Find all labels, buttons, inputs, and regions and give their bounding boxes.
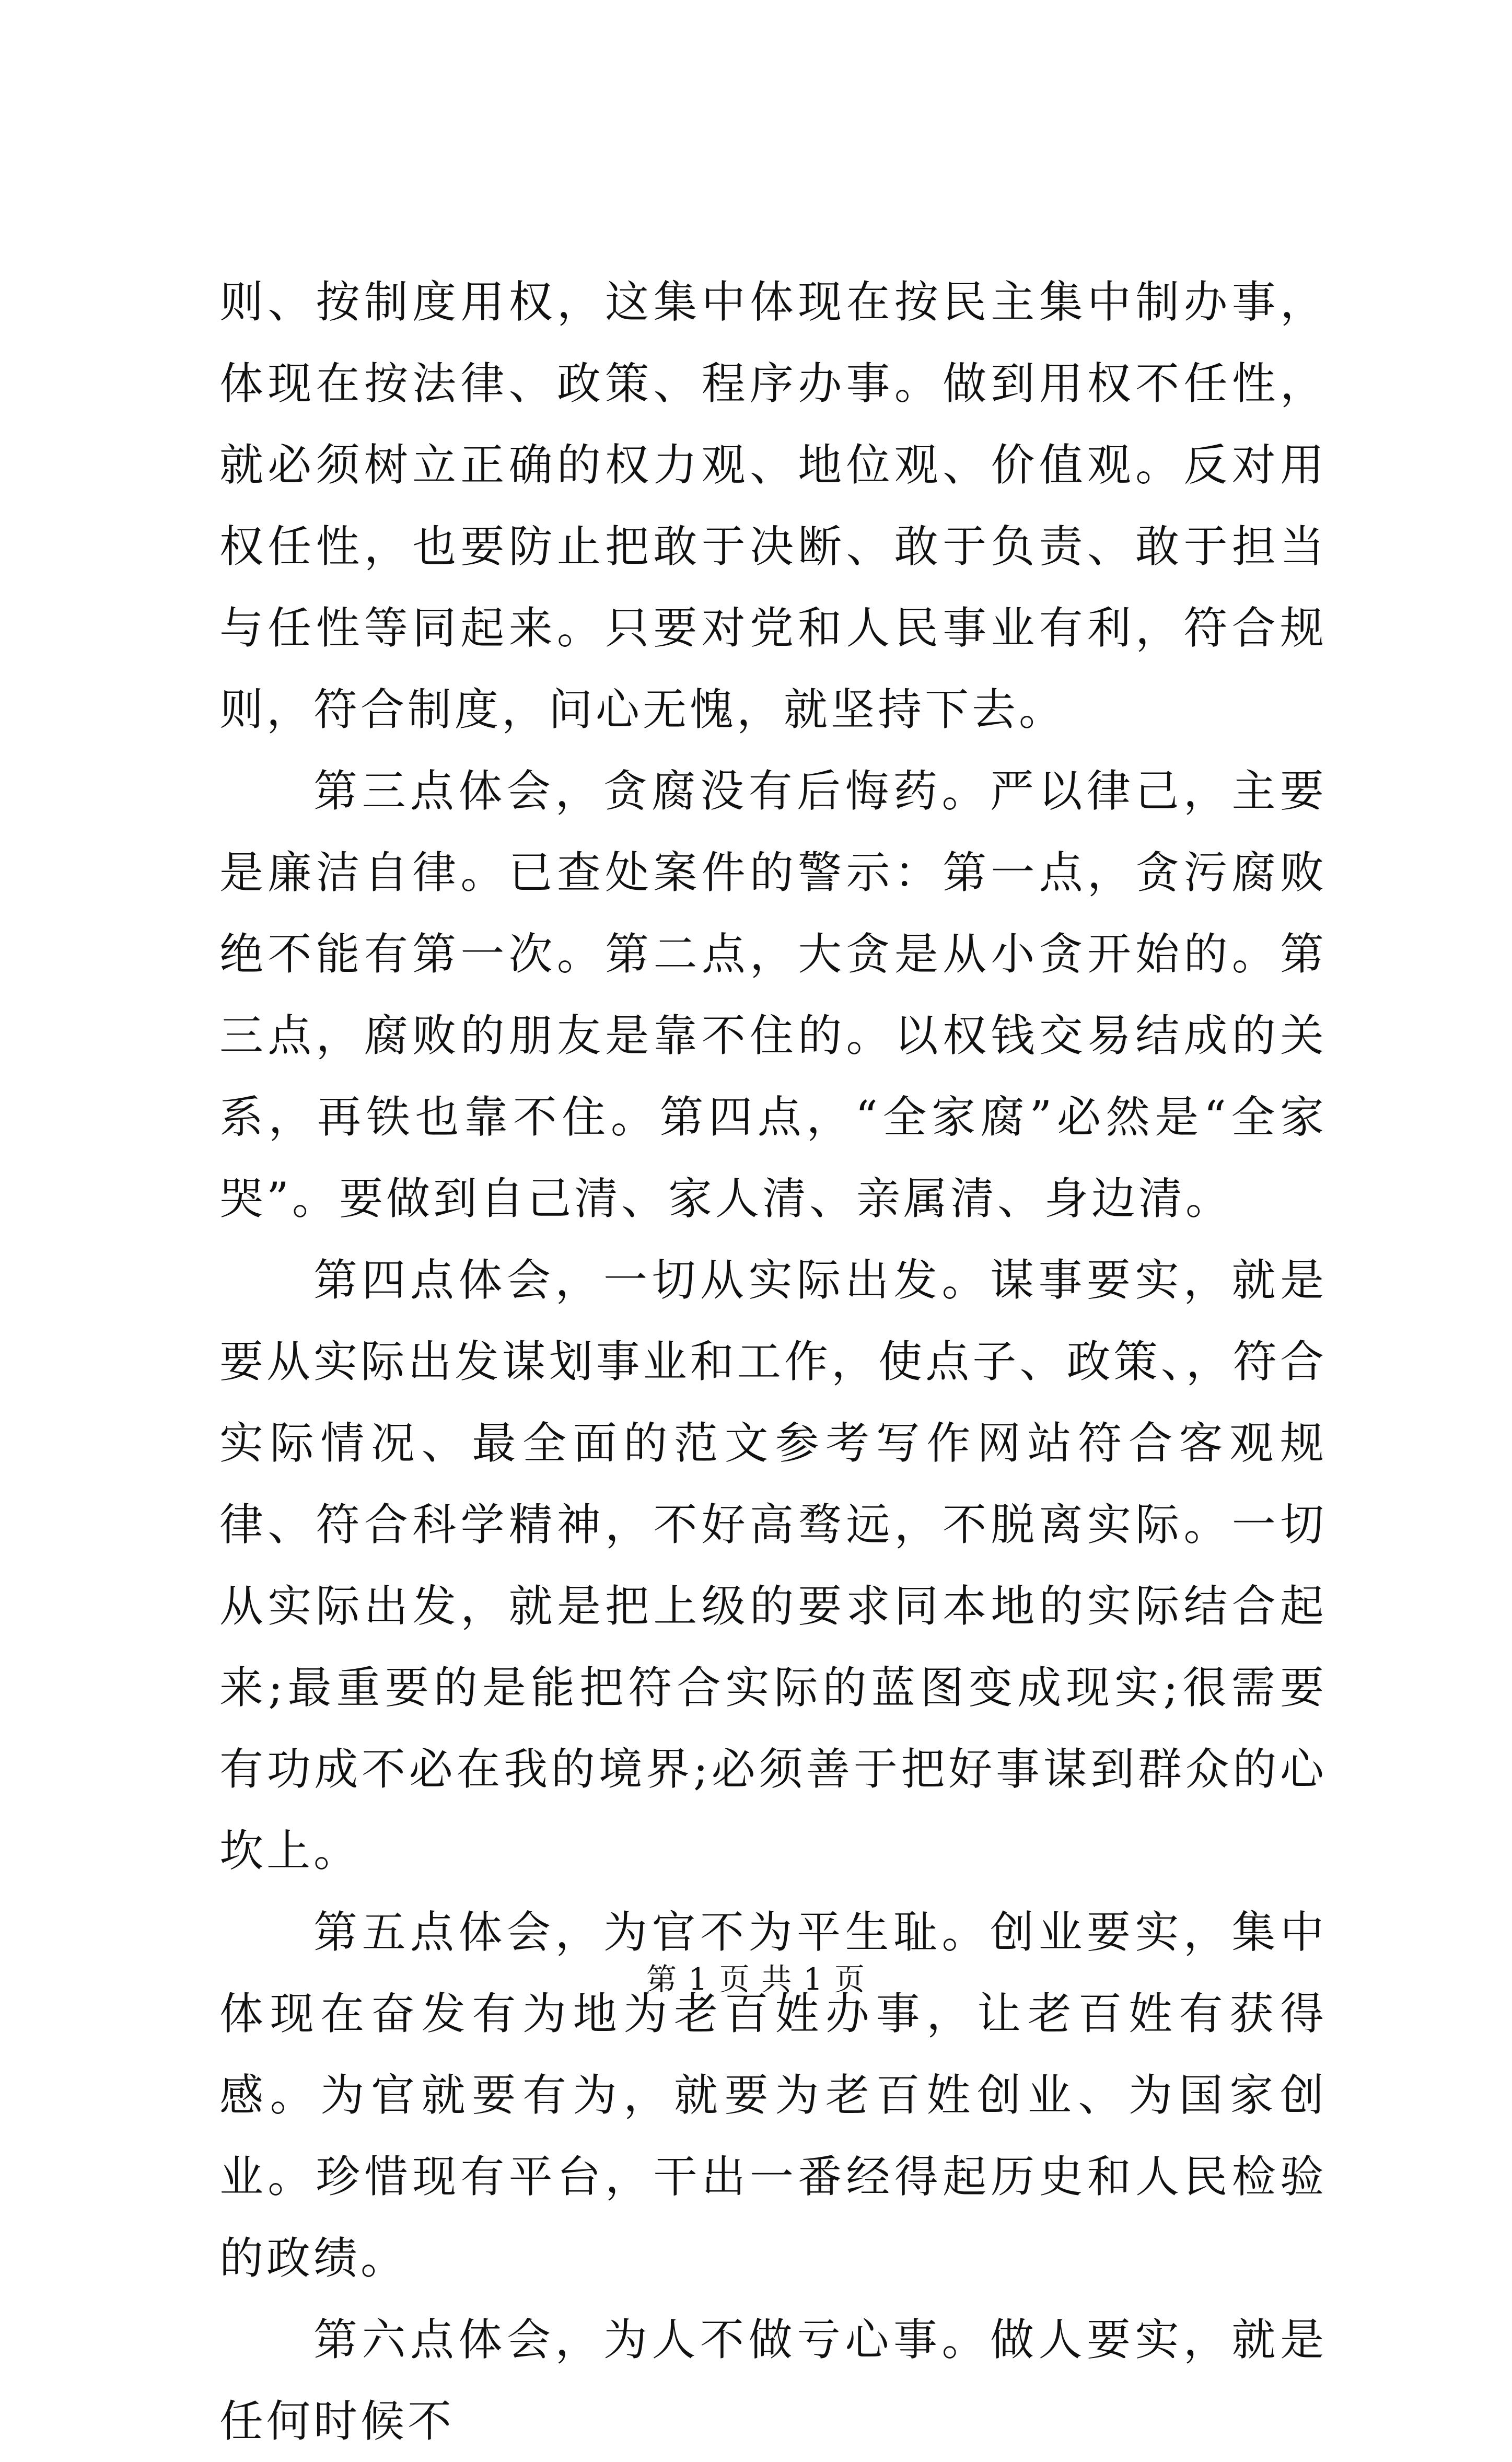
page-number-footer: 第 1 页 共 1 页 bbox=[646, 1961, 866, 1997]
paragraph-fifth-point: 第五点体会，为官不为平生耻。创业要实，集中体现在奋发有为地为老百姓办事，让老百姓有获得感。为官就要有为，就要为老百姓创业、为国家创业。珍惜现有平台，干出一番经得起历史和人民检验的政绩。 bbox=[219, 1907, 1327, 2284]
paragraph-continuation: 则、按制度用权，这集中体现在按民主集中制办事，体现在按法律、政策、程序办事。做到用权不任性，就必须树立正确的权力观、地位观、价值观。反对用权任性，也要防止把敢于决断、敢于负责、敢于担当与任性等同起来。只要对党和人民事业有利，符合规则，符合制度，问心无愧，就坚持下去。 bbox=[219, 276, 1327, 735]
paragraph-fourth-point: 第四点体会，一切从实际出发。谋事要实，就是要从实际出发谋划事业和工作，使点子、政策、，符合实际情况、最全面的范文参考写作网站符合客观规律、符合科学精神，不好高骛远，不脱离实际。一切从实际出发，就是把上级的要求同本地的实际结合起来;最重要的是能把符合实际的蓝图变成现实;很需要有功成不必在我的境界;必须善于把好事谋到群众的心坎上。 bbox=[219, 1255, 1327, 1876]
paragraph-third-point: 第三点体会，贪腐没有后悔药。严以律己，主要是廉洁自律。已查处案件的警示：第一点，贪污腐败绝不能有第一次。第二点，大贪是从小贪开始的。第三点，腐败的朋友是靠不住的。以权钱交易结成的关系，再铁也靠不住。第四点，“全家腐”必然是“全家哭”。要做到自己清、家人清、亲属清、身边清。 bbox=[219, 765, 1327, 1224]
paragraph-sixth-point: 第六点体会，为人不做亏心事。做人要实，就是任何时候不 bbox=[219, 2314, 1327, 2447]
document-body bbox=[219, 261, 1327, 2462]
